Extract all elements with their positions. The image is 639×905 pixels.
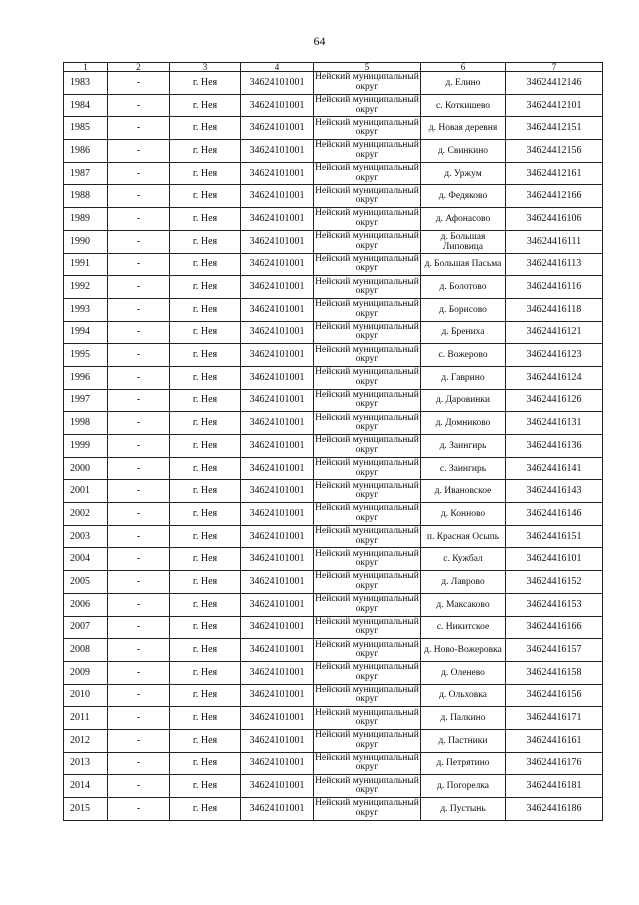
column-header: 7 bbox=[506, 63, 603, 72]
oktmo-city-cell: 34624101001 bbox=[241, 729, 314, 752]
table-row bbox=[64, 548, 603, 571]
oktmo-city-cell: 34624101001 bbox=[241, 752, 314, 775]
settlement-cell: с. Кужбал bbox=[421, 548, 506, 571]
oktmo-city-cell: 34624101001 bbox=[241, 276, 314, 299]
table-row bbox=[64, 775, 603, 798]
code-cell: - bbox=[108, 321, 170, 344]
table-row bbox=[64, 435, 603, 458]
city-cell: г. Нея bbox=[170, 593, 241, 616]
code-cell: - bbox=[108, 412, 170, 435]
settlement-cell: с. Вожерово bbox=[421, 344, 506, 367]
oktmo-city-cell: 34624101001 bbox=[241, 366, 314, 389]
table-row bbox=[64, 185, 603, 208]
settlement-cell: д. Лаврово bbox=[421, 571, 506, 594]
oktmo-settlement-cell: 34624412166 bbox=[506, 185, 603, 208]
oktmo-city-cell: 34624101001 bbox=[241, 548, 314, 571]
table-row bbox=[64, 798, 603, 821]
city-cell: г. Нея bbox=[170, 571, 241, 594]
city-cell: г. Нея bbox=[170, 639, 241, 662]
oktmo-city-cell: 34624101001 bbox=[241, 707, 314, 730]
oktmo-settlement-cell: 34624416118 bbox=[506, 298, 603, 321]
oktmo-city-cell: 34624101001 bbox=[241, 117, 314, 140]
city-cell: г. Нея bbox=[170, 321, 241, 344]
code-cell: - bbox=[108, 208, 170, 231]
oktmo-settlement-cell: 34624416101 bbox=[506, 548, 603, 571]
settlement-cell: д. Елино bbox=[421, 72, 506, 95]
row-number-cell: 1987 bbox=[64, 162, 108, 185]
table-row bbox=[64, 707, 603, 730]
table-row bbox=[64, 616, 603, 639]
oktmo-city-cell: 34624101001 bbox=[241, 571, 314, 594]
column-header: 3 bbox=[170, 63, 241, 72]
city-cell: г. Нея bbox=[170, 389, 241, 412]
row-number-cell: 1999 bbox=[64, 435, 108, 458]
district-cell: Нейский муниципальный округ bbox=[314, 548, 421, 571]
city-cell: г. Нея bbox=[170, 684, 241, 707]
settlement-cell: д. Оленево bbox=[421, 661, 506, 684]
oktmo-city-cell: 34624101001 bbox=[241, 298, 314, 321]
district-cell: Нейский муниципальный округ bbox=[314, 684, 421, 707]
city-cell: г. Нея bbox=[170, 253, 241, 276]
district-cell: Нейский муниципальный округ bbox=[314, 389, 421, 412]
district-cell: Нейский муниципальный округ bbox=[314, 525, 421, 548]
oktmo-city-cell: 34624101001 bbox=[241, 253, 314, 276]
row-number-cell: 2004 bbox=[64, 548, 108, 571]
oktmo-settlement-cell: 34624416113 bbox=[506, 253, 603, 276]
row-number-cell: 2006 bbox=[64, 593, 108, 616]
settlement-cell: д. Заингирь bbox=[421, 435, 506, 458]
oktmo-settlement-cell: 34624416131 bbox=[506, 412, 603, 435]
row-number-cell: 2014 bbox=[64, 775, 108, 798]
city-cell: г. Нея bbox=[170, 798, 241, 821]
table-row bbox=[64, 298, 603, 321]
oktmo-settlement-cell: 34624416136 bbox=[506, 435, 603, 458]
code-cell: - bbox=[108, 639, 170, 662]
oktmo-city-cell: 34624101001 bbox=[241, 798, 314, 821]
row-number-cell: 1984 bbox=[64, 94, 108, 117]
oktmo-settlement-cell: 34624416141 bbox=[506, 457, 603, 480]
district-cell: Нейский муниципальный округ bbox=[314, 230, 421, 253]
district-cell: Нейский муниципальный округ bbox=[314, 435, 421, 458]
oktmo-city-cell: 34624101001 bbox=[241, 435, 314, 458]
district-cell: Нейский муниципальный округ bbox=[314, 775, 421, 798]
district-cell: Нейский муниципальный округ bbox=[314, 616, 421, 639]
table-row bbox=[64, 72, 603, 95]
oktmo-settlement-cell: 34624416124 bbox=[506, 366, 603, 389]
settlement-cell: д. Ново-Вожеровка bbox=[421, 639, 506, 662]
city-cell: г. Нея bbox=[170, 230, 241, 253]
settlement-cell: д. Ольховка bbox=[421, 684, 506, 707]
district-cell: Нейский муниципальный округ bbox=[314, 94, 421, 117]
row-number-cell: 1998 bbox=[64, 412, 108, 435]
oktmo-city-cell: 34624101001 bbox=[241, 525, 314, 548]
settlement-cell: д. Палкино bbox=[421, 707, 506, 730]
district-cell: Нейский муниципальный округ bbox=[314, 140, 421, 163]
table-row bbox=[64, 344, 603, 367]
oktmo-settlement-cell: 34624412161 bbox=[506, 162, 603, 185]
district-cell: Нейский муниципальный округ bbox=[314, 185, 421, 208]
city-cell: г. Нея bbox=[170, 72, 241, 95]
oktmo-city-cell: 34624101001 bbox=[241, 593, 314, 616]
city-cell: г. Нея bbox=[170, 435, 241, 458]
city-cell: г. Нея bbox=[170, 775, 241, 798]
table-header-row bbox=[64, 63, 603, 72]
district-cell: Нейский муниципальный округ bbox=[314, 661, 421, 684]
oktmo-settlement-cell: 34624416111 bbox=[506, 230, 603, 253]
row-number-cell: 1986 bbox=[64, 140, 108, 163]
city-cell: г. Нея bbox=[170, 480, 241, 503]
oktmo-settlement-cell: 34624416121 bbox=[506, 321, 603, 344]
district-cell: Нейский муниципальный округ bbox=[314, 752, 421, 775]
district-cell: Нейский муниципальный округ bbox=[314, 503, 421, 526]
oktmo-settlement-cell: 34624416181 bbox=[506, 775, 603, 798]
row-number-cell: 1985 bbox=[64, 117, 108, 140]
district-cell: Нейский муниципальный округ bbox=[314, 480, 421, 503]
table-row bbox=[64, 525, 603, 548]
table-row bbox=[64, 230, 603, 253]
oktmo-settlement-cell: 34624416157 bbox=[506, 639, 603, 662]
settlement-cell: д. Афонасово bbox=[421, 208, 506, 231]
row-number-cell: 2009 bbox=[64, 661, 108, 684]
code-cell: - bbox=[108, 684, 170, 707]
settlement-cell: д. Новая деревня bbox=[421, 117, 506, 140]
oktmo-settlement-cell: 34624416186 bbox=[506, 798, 603, 821]
settlement-cell: п. Красная Осыпь bbox=[421, 525, 506, 548]
oktmo-city-cell: 34624101001 bbox=[241, 616, 314, 639]
district-cell: Нейский муниципальный округ bbox=[314, 798, 421, 821]
oktmo-city-cell: 34624101001 bbox=[241, 412, 314, 435]
row-number-cell: 1992 bbox=[64, 276, 108, 299]
row-number-cell: 1994 bbox=[64, 321, 108, 344]
code-cell: - bbox=[108, 661, 170, 684]
oktmo-settlement-cell: 34624416158 bbox=[506, 661, 603, 684]
row-number-cell: 1989 bbox=[64, 208, 108, 231]
oktmo-city-cell: 34624101001 bbox=[241, 503, 314, 526]
table-row bbox=[64, 140, 603, 163]
district-cell: Нейский муниципальный округ bbox=[314, 366, 421, 389]
table-row bbox=[64, 389, 603, 412]
city-cell: г. Нея bbox=[170, 503, 241, 526]
table-row bbox=[64, 366, 603, 389]
code-cell: - bbox=[108, 117, 170, 140]
settlement-cell: д. Ивановское bbox=[421, 480, 506, 503]
row-number-cell: 2001 bbox=[64, 480, 108, 503]
code-cell: - bbox=[108, 389, 170, 412]
oktmo-settlement-cell: 34624416143 bbox=[506, 480, 603, 503]
city-cell: г. Нея bbox=[170, 344, 241, 367]
city-cell: г. Нея bbox=[170, 276, 241, 299]
city-cell: г. Нея bbox=[170, 412, 241, 435]
code-cell: - bbox=[108, 435, 170, 458]
code-cell: - bbox=[108, 298, 170, 321]
oktmo-city-cell: 34624101001 bbox=[241, 661, 314, 684]
city-cell: г. Нея bbox=[170, 661, 241, 684]
row-number-cell: 2000 bbox=[64, 457, 108, 480]
row-number-cell: 1993 bbox=[64, 298, 108, 321]
oktmo-city-cell: 34624101001 bbox=[241, 72, 314, 95]
table-row bbox=[64, 752, 603, 775]
settlement-cell: д. Свинкино bbox=[421, 140, 506, 163]
table-row bbox=[64, 162, 603, 185]
district-cell: Нейский муниципальный округ bbox=[314, 412, 421, 435]
district-cell: Нейский муниципальный округ bbox=[314, 253, 421, 276]
oktmo-settlement-cell: 34624416152 bbox=[506, 571, 603, 594]
settlement-cell: с. Коткишево bbox=[421, 94, 506, 117]
settlement-cell: с. Заингирь bbox=[421, 457, 506, 480]
settlement-cell: д. Большая Липовица bbox=[421, 230, 506, 253]
code-cell: - bbox=[108, 457, 170, 480]
code-cell: - bbox=[108, 525, 170, 548]
oktmo-city-cell: 34624101001 bbox=[241, 389, 314, 412]
settlement-cell: д. Брениха bbox=[421, 321, 506, 344]
city-cell: г. Нея bbox=[170, 457, 241, 480]
row-number-cell: 2007 bbox=[64, 616, 108, 639]
code-cell: - bbox=[108, 503, 170, 526]
city-cell: г. Нея bbox=[170, 298, 241, 321]
city-cell: г. Нея bbox=[170, 117, 241, 140]
code-cell: - bbox=[108, 616, 170, 639]
row-number-cell: 1990 bbox=[64, 230, 108, 253]
city-cell: г. Нея bbox=[170, 185, 241, 208]
oktmo-city-cell: 34624101001 bbox=[241, 480, 314, 503]
page-number: 64 bbox=[313, 34, 326, 48]
settlement-cell: д. Максаково bbox=[421, 593, 506, 616]
district-cell: Нейский муниципальный округ bbox=[314, 321, 421, 344]
district-cell: Нейский муниципальный округ bbox=[314, 729, 421, 752]
district-cell: Нейский муниципальный округ bbox=[314, 208, 421, 231]
settlement-cell: с. Никитское bbox=[421, 616, 506, 639]
row-number-cell: 2012 bbox=[64, 729, 108, 752]
code-cell: - bbox=[108, 571, 170, 594]
row-number-cell: 1991 bbox=[64, 253, 108, 276]
code-cell: - bbox=[108, 140, 170, 163]
oktmo-settlement-cell: 34624412156 bbox=[506, 140, 603, 163]
code-cell: - bbox=[108, 798, 170, 821]
oktmo-city-cell: 34624101001 bbox=[241, 208, 314, 231]
row-number-cell: 2005 bbox=[64, 571, 108, 594]
district-cell: Нейский муниципальный округ bbox=[314, 707, 421, 730]
table-row bbox=[64, 457, 603, 480]
oktmo-settlement-cell: 34624416116 bbox=[506, 276, 603, 299]
city-cell: г. Нея bbox=[170, 94, 241, 117]
oktmo-city-cell: 34624101001 bbox=[241, 162, 314, 185]
oktmo-settlement-cell: 34624412151 bbox=[506, 117, 603, 140]
oktmo-city-cell: 34624101001 bbox=[241, 344, 314, 367]
city-cell: г. Нея bbox=[170, 140, 241, 163]
table-row bbox=[64, 276, 603, 299]
settlement-cell: д. Даровинки bbox=[421, 389, 506, 412]
oktmo-settlement-cell: 34624416166 bbox=[506, 616, 603, 639]
code-cell: - bbox=[108, 276, 170, 299]
code-cell: - bbox=[108, 230, 170, 253]
table-row bbox=[64, 253, 603, 276]
oktmo-settlement-cell: 34624416156 bbox=[506, 684, 603, 707]
code-cell: - bbox=[108, 480, 170, 503]
settlement-cell: д. Пустынь bbox=[421, 798, 506, 821]
code-cell: - bbox=[108, 729, 170, 752]
row-number-cell: 1988 bbox=[64, 185, 108, 208]
registry-table bbox=[63, 62, 603, 821]
column-header: 1 bbox=[64, 63, 108, 72]
code-cell: - bbox=[108, 185, 170, 208]
settlement-cell: д. Пастники bbox=[421, 729, 506, 752]
code-cell: - bbox=[108, 162, 170, 185]
city-cell: г. Нея bbox=[170, 525, 241, 548]
oktmo-city-cell: 34624101001 bbox=[241, 140, 314, 163]
code-cell: - bbox=[108, 707, 170, 730]
table-row bbox=[64, 639, 603, 662]
oktmo-settlement-cell: 34624416123 bbox=[506, 344, 603, 367]
district-cell: Нейский муниципальный округ bbox=[314, 72, 421, 95]
oktmo-city-cell: 34624101001 bbox=[241, 321, 314, 344]
district-cell: Нейский муниципальный округ bbox=[314, 298, 421, 321]
row-number-cell: 2013 bbox=[64, 752, 108, 775]
settlement-cell: д. Уржум bbox=[421, 162, 506, 185]
oktmo-settlement-cell: 34624416176 bbox=[506, 752, 603, 775]
district-cell: Нейский муниципальный округ bbox=[314, 117, 421, 140]
oktmo-settlement-cell: 34624416151 bbox=[506, 525, 603, 548]
city-cell: г. Нея bbox=[170, 616, 241, 639]
table-row bbox=[64, 94, 603, 117]
settlement-cell: д. Борисово bbox=[421, 298, 506, 321]
oktmo-settlement-cell: 34624412146 bbox=[506, 72, 603, 95]
city-cell: г. Нея bbox=[170, 162, 241, 185]
row-number-cell: 2002 bbox=[64, 503, 108, 526]
settlement-cell: д. Болотово bbox=[421, 276, 506, 299]
row-number-cell: 1997 bbox=[64, 389, 108, 412]
oktmo-city-cell: 34624101001 bbox=[241, 457, 314, 480]
code-cell: - bbox=[108, 253, 170, 276]
row-number-cell: 1995 bbox=[64, 344, 108, 367]
table-row bbox=[64, 208, 603, 231]
settlement-cell: д. Петрятино bbox=[421, 752, 506, 775]
row-number-cell: 2003 bbox=[64, 525, 108, 548]
row-number-cell: 2008 bbox=[64, 639, 108, 662]
table-body bbox=[64, 72, 603, 821]
oktmo-city-cell: 34624101001 bbox=[241, 639, 314, 662]
settlement-cell: д. Домниково bbox=[421, 412, 506, 435]
settlement-cell: д. Гаврино bbox=[421, 366, 506, 389]
row-number-cell: 2011 bbox=[64, 707, 108, 730]
oktmo-settlement-cell: 34624416161 bbox=[506, 729, 603, 752]
city-cell: г. Нея bbox=[170, 729, 241, 752]
column-header: 2 bbox=[108, 63, 170, 72]
oktmo-settlement-cell: 34624416171 bbox=[506, 707, 603, 730]
oktmo-settlement-cell: 34624412101 bbox=[506, 94, 603, 117]
oktmo-city-cell: 34624101001 bbox=[241, 230, 314, 253]
table-row bbox=[64, 684, 603, 707]
row-number-cell: 2010 bbox=[64, 684, 108, 707]
table-row bbox=[64, 571, 603, 594]
column-header: 6 bbox=[421, 63, 506, 72]
oktmo-settlement-cell: 34624416153 bbox=[506, 593, 603, 616]
settlement-cell: д. Большая Пасьма bbox=[421, 253, 506, 276]
city-cell: г. Нея bbox=[170, 707, 241, 730]
city-cell: г. Нея bbox=[170, 548, 241, 571]
settlement-cell: д. Конново bbox=[421, 503, 506, 526]
code-cell: - bbox=[108, 94, 170, 117]
table-row bbox=[64, 321, 603, 344]
oktmo-settlement-cell: 34624416126 bbox=[506, 389, 603, 412]
table-row bbox=[64, 480, 603, 503]
code-cell: - bbox=[108, 775, 170, 798]
district-cell: Нейский муниципальный округ bbox=[314, 593, 421, 616]
code-cell: - bbox=[108, 344, 170, 367]
settlement-cell: д. Погорелка bbox=[421, 775, 506, 798]
table-row bbox=[64, 117, 603, 140]
city-cell: г. Нея bbox=[170, 208, 241, 231]
district-cell: Нейский муниципальный округ bbox=[314, 639, 421, 662]
column-header: 5 bbox=[314, 63, 421, 72]
row-number-cell: 2015 bbox=[64, 798, 108, 821]
table-row bbox=[64, 412, 603, 435]
district-cell: Нейский муниципальный округ bbox=[314, 457, 421, 480]
district-cell: Нейский муниципальный округ bbox=[314, 276, 421, 299]
oktmo-city-cell: 34624101001 bbox=[241, 775, 314, 798]
code-cell: - bbox=[108, 593, 170, 616]
oktmo-city-cell: 34624101001 bbox=[241, 185, 314, 208]
code-cell: - bbox=[108, 752, 170, 775]
code-cell: - bbox=[108, 548, 170, 571]
table-row bbox=[64, 729, 603, 752]
district-cell: Нейский муниципальный округ bbox=[314, 344, 421, 367]
table-row bbox=[64, 661, 603, 684]
district-cell: Нейский муниципальный округ bbox=[314, 162, 421, 185]
oktmo-city-cell: 34624101001 bbox=[241, 94, 314, 117]
oktmo-settlement-cell: 34624416106 bbox=[506, 208, 603, 231]
city-cell: г. Нея bbox=[170, 752, 241, 775]
table-row bbox=[64, 503, 603, 526]
column-header: 4 bbox=[241, 63, 314, 72]
city-cell: г. Нея bbox=[170, 366, 241, 389]
table-row bbox=[64, 593, 603, 616]
code-cell: - bbox=[108, 366, 170, 389]
row-number-cell: 1996 bbox=[64, 366, 108, 389]
oktmo-city-cell: 34624101001 bbox=[241, 684, 314, 707]
district-cell: Нейский муниципальный округ bbox=[314, 571, 421, 594]
settlement-cell: д. Федяково bbox=[421, 185, 506, 208]
oktmo-settlement-cell: 34624416146 bbox=[506, 503, 603, 526]
code-cell: - bbox=[108, 72, 170, 95]
row-number-cell: 1983 bbox=[64, 72, 108, 95]
